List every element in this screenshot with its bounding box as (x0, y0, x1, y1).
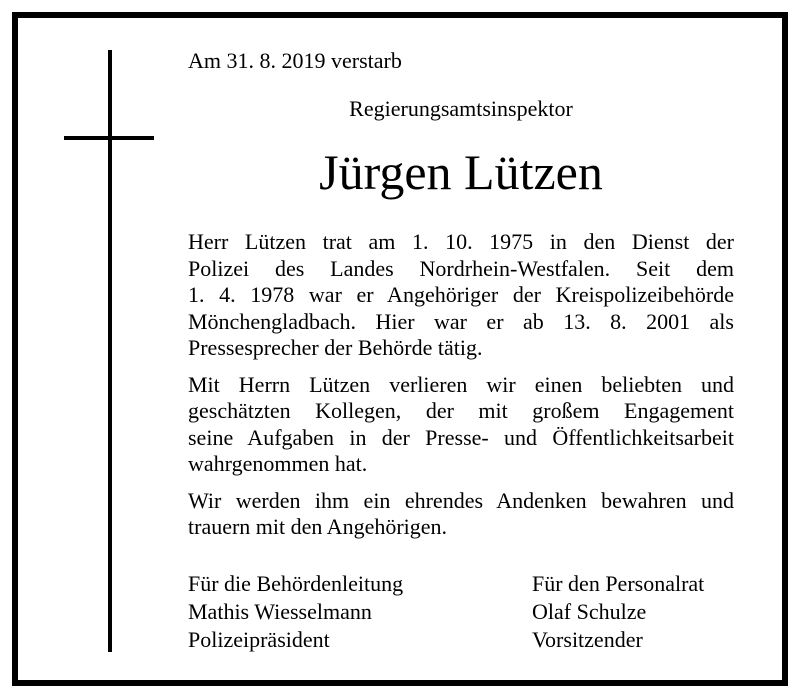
job-title: Regierungsamtsinspektor (349, 96, 573, 121)
text-line: wahrgenommen hat. (188, 451, 368, 476)
signature-staff-council (532, 570, 704, 654)
signature-management (188, 570, 403, 654)
text-line: seine Aufgaben in der Presse- und Öffentlichkeitsarbeit (188, 424, 734, 450)
text-line: 1. 4. 1978 war er Angehöriger der Kreispolizeibehörde (188, 282, 734, 307)
signature-person: Mathis Wiesselmann (188, 599, 372, 624)
notice-body (188, 229, 734, 551)
signature-org: Für die Behördenleitung (188, 571, 404, 596)
paragraph-remembrance (188, 488, 734, 541)
text-line: Mit Herrn Lützen verlieren wir einen beliebten und (188, 371, 734, 397)
text-line: Wir werden ihm ein ehrendes Andenken bewahren und (188, 487, 734, 513)
signature-org: Für den Personalrat (532, 571, 705, 596)
text-line: Polizei des Landes Nordrhein-Westfalen. Seit dem (188, 255, 734, 281)
text-line: Mönchengladbach. Hier war er ab 13. 8. 2001 als (188, 308, 734, 334)
signature-role: Polizeipräsident (188, 627, 330, 652)
death-date-line: Am 31. 8. 2019 verstarb (188, 48, 402, 73)
paragraph-career (188, 229, 734, 362)
deceased-name: Jürgen Lützen (319, 144, 603, 200)
signature-person: Olaf Schulze (532, 599, 647, 624)
cross-icon (108, 50, 112, 652)
text-line: Herr Lützen trat am 1. 10. 1975 in den Dienst der (188, 229, 734, 254)
cross-icon-crossbar (64, 136, 154, 140)
paragraph-tribute (188, 372, 734, 478)
text-line: geschätzten Kollegen, der mit großem Engagement (188, 398, 734, 423)
signature-role: Vorsitzender (532, 627, 643, 652)
text-line: trauern mit den Angehörigen. (188, 514, 448, 539)
text-line: Pressesprecher der Behörde tätig. (188, 335, 483, 360)
